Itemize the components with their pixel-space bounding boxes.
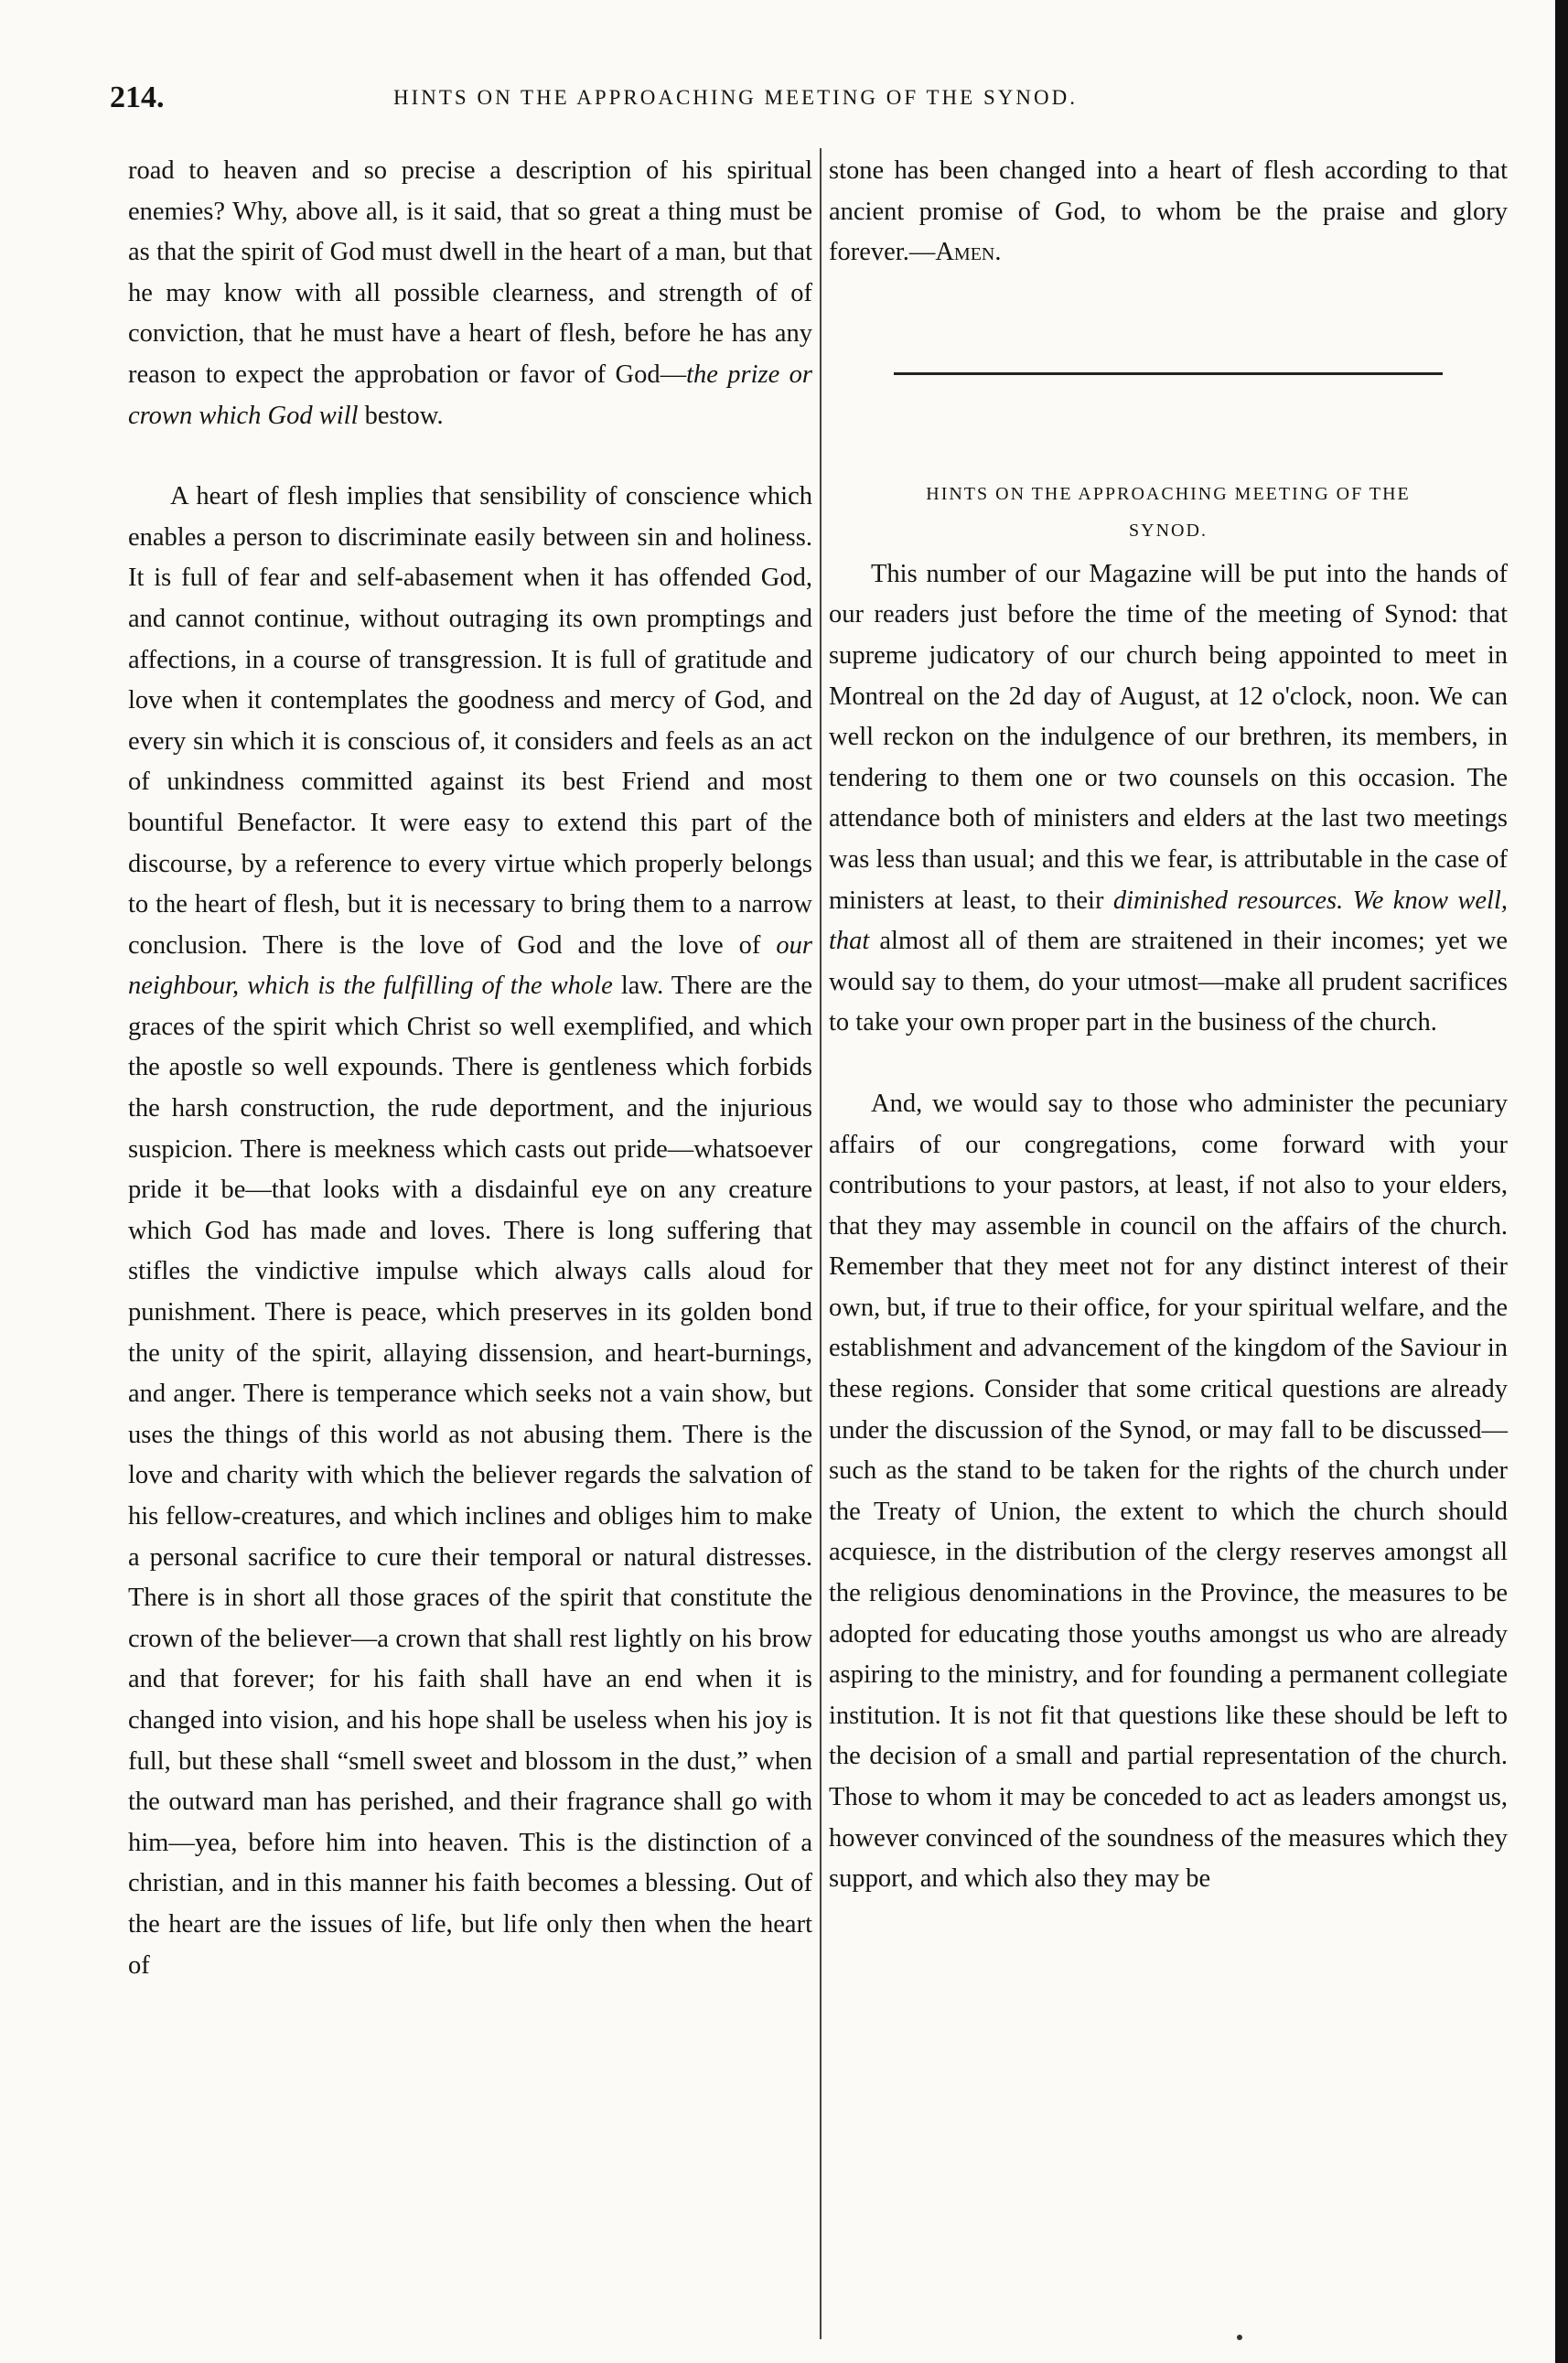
page-header	[110, 81, 1482, 135]
section-heading-line-1: HINTS ON THE APPROACHING MEETING OF THE	[926, 483, 1411, 504]
left-paragraph-1	[128, 151, 812, 436]
right-paragraph-3: And, we would say to those who administer the pecuniary affairs of our congregations, come forward with your contributions to your pastors, at least, if not also to your elders, that they may assemble in council on the affairs of the church. Remember that they meet not for any distinct interest of their own, but, if true to their office, for your spiritual welfare, and the establishment and advancement of the kingdom of the Saviour in these regions. Consider that some critical questions are already under the discussion of the Synod, or may fall to be discussed—such as the stand to be taken for the rights of the church under the Treaty of Union, the extent to which the church should acquiesce, in the distribution of the clergy reserves amongst all the religious denominations in the Province, the measures to be adopted for educating those youths amongst us who are already aspiring to the ministry, and for founding a permanent collegiate institution. It is not fit that questions like these should be left to the decision of a small and partial representation of the church. Those to whom it may be conceded to act as leaders amongst us, however convinced of the soundness of the measures which they support, and which also they may be	[829, 1089, 1508, 1894]
left-para2-text: A heart of flesh implies that sensibility of conscience which enables a person to discriminate easily between sin and holiness. It is full of fear and self-abasement when it has offended God, and cannot continue, without outraging its own promptings and affections, in a course of transgression. It is full of gratitude and love when it contemplates the goodness and mercy of God, and every sin which it is conscious of, it considers and feels as an act of unkindness committed against its best Friend and most bountiful Benefactor. It were easy to extend this part of the discourse, by a reference to every virtue which properly belongs to the heart of flesh, but it is necessary to bring them to a narrow conclusion. There is the love of God and the love of	[128, 482, 812, 960]
section-heading	[829, 476, 1508, 549]
right-para2-end: almost all of them are straitened in their incomes; yet we would say to them, do your utmost—make all prudent sacrifices to take your own proper part in the business of the church.	[829, 927, 1508, 1037]
printer-dot-mark	[1237, 2335, 1242, 2340]
running-title: HINTS ON THE APPROACHING MEETING OF THE SYNOD.	[393, 86, 1078, 109]
column-divider	[820, 148, 822, 2339]
left-para1-italic: the prize or crown which God will	[128, 360, 812, 430]
page-edge-shadow	[1555, 0, 1568, 2363]
page-number: 214.	[110, 81, 165, 114]
right-paragraph-2	[829, 554, 1508, 1044]
right-para2-italic: diminished resources. We know well, that	[829, 886, 1508, 956]
right-para2-text: This number of our Magazine will be put into the hands of our readers just before the time of the meeting of Synod: that supreme judicatory of our church being appointed to meet in Montreal on the 2d day of August, at 12 o'clock, noon. We can well reckon on the indulgence of our brethren, its members, in tendering to them one or two counsels on this occasion. The attendance both of ministers and elders at the last two meetings was less than usual; and this we fear, is attributable in the case of ministers at least, to their	[829, 559, 1508, 915]
left-column	[128, 151, 812, 1986]
left-para2-italic: our neighbour, which is the fulfilling of the whole	[128, 930, 812, 1001]
right-column	[829, 151, 1508, 1900]
left-para2-end: law. There are the graces of the spirit which Christ so well exemplified, and which the apostle so well expounds. There is gentleness which forbids the harsh construction, the rude deportment, and the injurious suspicion. There is meekness which casts out pride—whatsoever pride it be—that looks with a disdainful eye on any creature which God has made and loves. There is long suffering that stifles the vindictive impulse which always calls aloud for punishment. There is peace, which preserves in its golden bond the unity of the spirit, allaying dissension, and heart-burnings, and anger. There is temperance which seeks not a vain show, but uses the things of this world as not abusing them. There is the love and charity with which the believer regards the salvation of his fellow-creatures, and which inclines and obliges him to make a personal sacrifice to cure their temporal or natural distresses. There is in short all those graces of the spirit that constitute the crown of the believer—a crown that shall rest lightly on his brow and that forever; for his faith shall have an end when it is changed into vision, and his hope shall be useless when his joy is full, but these shall “smell sweet and blossom in the dust,” when the outward man has perished, and their fragrance shall go with him—yea, before him into heaven. This is the distinction of a christian, and in this manner his faith becomes a blessing. Out of the heart are the issues of life, but life only then when the heart of	[128, 972, 812, 1980]
section-heading-line-2: SYNOD.	[1129, 520, 1208, 541]
right-para1-text: stone has been changed into a heart of flesh according to that ancient promise of God, to whom be the praise and glory forever.—	[829, 156, 1508, 267]
amen-signoff: Amen.	[935, 238, 1002, 267]
section-separator-rule	[894, 372, 1443, 375]
left-para1-end: bestow.	[358, 401, 444, 430]
left-para1-text: road to heaven and so precise a description of his spiritual enemies? Why, above all, is it said, that so great a thing must be as that the spirit of God must dwell in the heart of a man, but that he may know with all possible clearness, and strength of of conviction, that he must have a heart of flesh, before he has any reason to expect the approbation or favor of God—	[128, 156, 812, 389]
left-paragraph-2	[128, 477, 812, 1986]
right-paragraph-1	[829, 151, 1508, 274]
